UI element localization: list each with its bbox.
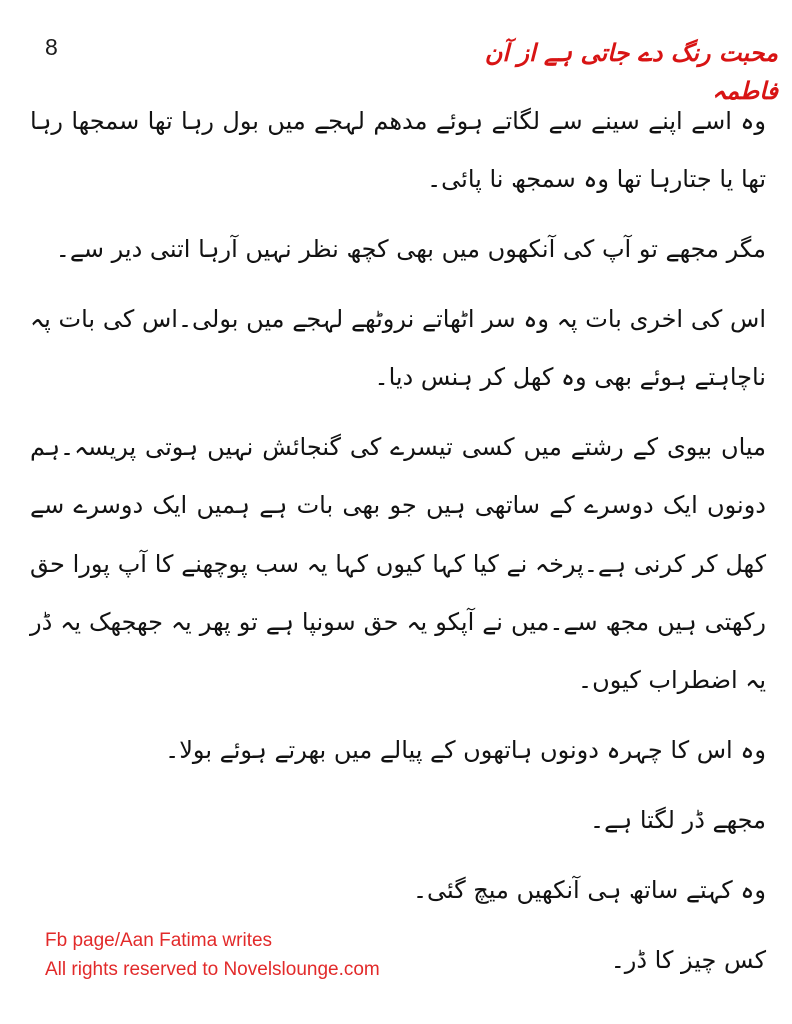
page-number: 8: [45, 34, 58, 60]
footer-fb-page-line: Fb page/Aan Fatima writes: [45, 930, 273, 951]
paragraph: مگر مجھے تو آپ کی آنکھوں میں بھی کچھ نظر نہیں آرہا اتنی دیر سے۔: [55, 235, 766, 264]
paragraph: وہ اس کا چہرہ دونوں ہاتھوں کے پیالے میں بھرتے ہوئے بولا۔: [165, 735, 766, 764]
paragraph: مجھے ڈر لگتا ہے۔: [590, 805, 766, 834]
paragraph: اس کی اخری بات پہ وہ سر اٹھاتے نروٹھے لہجے میں بولی۔اس کی بات پہ ناچاہتے ہوئے بھی وہ کھل کر ہنس دیا۔: [30, 305, 766, 392]
paragraph: کس چیز کا ڈر۔: [610, 946, 766, 975]
novel-title-header: محبت رنگ دے جاتی ہے از آن فاطمہ: [484, 39, 778, 106]
paragraph: وہ اسے اپنے سینے سے لگاتے ہوئے مدھم لہجے میں بول رہا تھا سمجھا رہا تھا یا جتارہا تھا وہ سمجھ نا پائی۔: [30, 107, 766, 194]
copyright-footer: [45, 927, 380, 984]
body-text: [30, 92, 766, 1001]
paragraph: میاں بیوی کے رشتے میں کسی تیسرے کی گنجائش نہیں ہوتی پریسہ۔ہم دونوں ایک دوسرے کے ساتھی ہیں جو بھی بات ہے ہمیں ایک دوسرے سے کھل کر کرنی ہے۔پرخہ نے کیا کہا کیوں کہا یہ سب پوچھنے کا آپ پورا حق رکھتی ہیں مجھ سے۔میں نے آپکو یہ حق سونپا ہے تو پھر یہ جھجھک یہ ڈر یہ اضطراب کیوں۔: [30, 433, 766, 694]
footer-rights-line: All rights reserved to Novelslounge.com: [45, 958, 380, 980]
paragraph: وہ کہتے ساتھ ہی آنکھیں میچ گئی۔: [412, 875, 766, 904]
